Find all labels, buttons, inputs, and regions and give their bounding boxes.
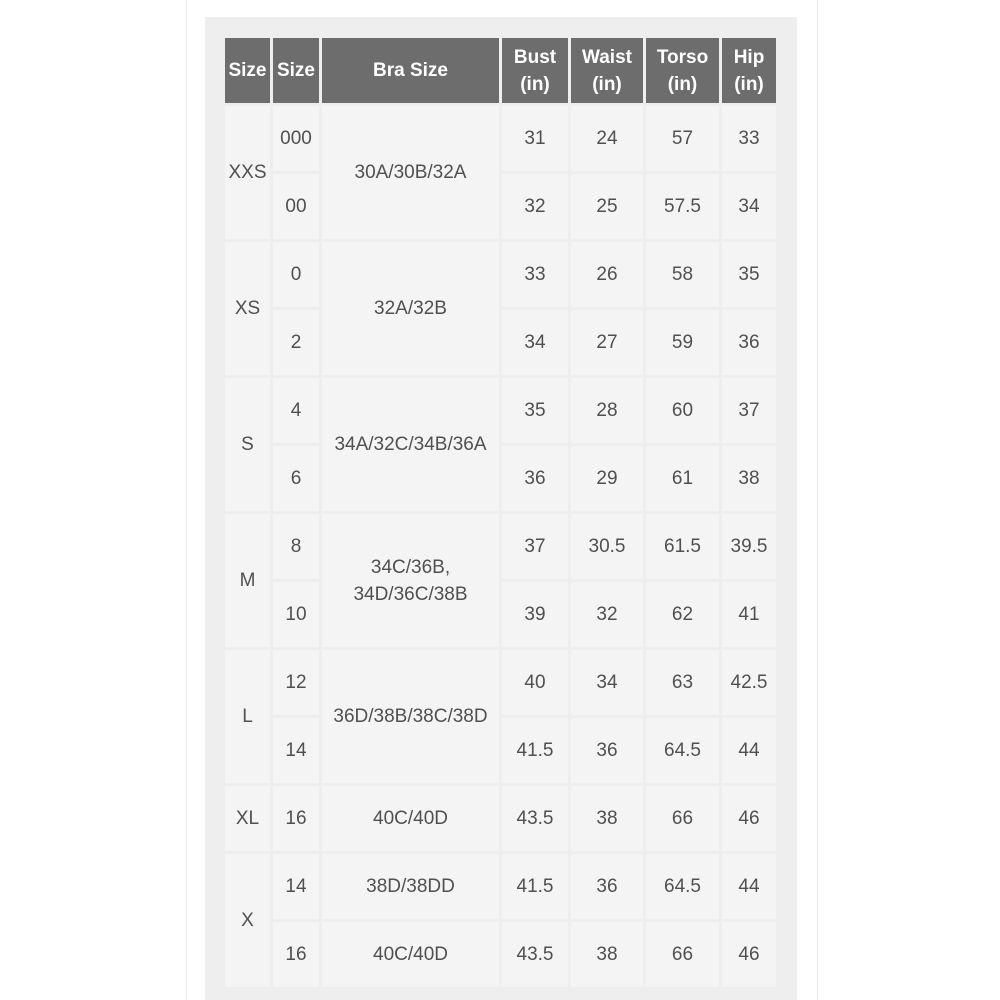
- table-row: [225, 582, 776, 647]
- hip-cell: 37: [722, 378, 776, 443]
- header-waist-unit: (in): [592, 73, 622, 95]
- header-bust: [502, 38, 568, 103]
- header-torso-unit: (in): [667, 73, 698, 95]
- hip-cell: 46: [722, 922, 776, 987]
- numeric-size-cell: 16: [273, 922, 319, 987]
- size-label-cell: XL: [225, 786, 270, 851]
- waist-cell: 36: [571, 718, 643, 783]
- torso-cell: 57.5: [646, 174, 719, 239]
- numeric-size-cell: 00: [273, 174, 319, 239]
- table-row: [225, 242, 776, 307]
- header-torso: [646, 38, 719, 103]
- bra-size-cell: 40C/40D: [322, 786, 499, 851]
- torso-cell: 57: [646, 106, 719, 171]
- header-row: [225, 38, 776, 103]
- bust-cell: 39: [502, 582, 568, 647]
- table-row: [225, 378, 776, 443]
- waist-cell: 32: [571, 582, 643, 647]
- bust-cell: 43.5: [502, 786, 568, 851]
- table-row: [225, 718, 776, 783]
- hip-cell: 33: [722, 106, 776, 171]
- table-row: [225, 650, 776, 715]
- bust-cell: 34: [502, 310, 568, 375]
- waist-cell: 36: [571, 854, 643, 919]
- numeric-size-cell: 10: [273, 582, 319, 647]
- hip-cell: 39.5: [722, 514, 776, 579]
- table-row: [225, 786, 776, 851]
- bust-cell: 31: [502, 106, 568, 171]
- size-label-cell: L: [225, 650, 270, 783]
- header-bust-unit: (in): [520, 73, 550, 95]
- numeric-size-cell: 0: [273, 242, 319, 307]
- numeric-size-cell: 4: [273, 378, 319, 443]
- waist-cell: 30.5: [571, 514, 643, 579]
- bust-cell: 43.5: [502, 922, 568, 987]
- bust-cell: 40: [502, 650, 568, 715]
- table-row: [225, 446, 776, 511]
- hip-cell: 34: [722, 174, 776, 239]
- numeric-size-cell: 2: [273, 310, 319, 375]
- bra-size-cell: 40C/40D: [322, 922, 499, 987]
- torso-cell: 61: [646, 446, 719, 511]
- numeric-size-cell: 14: [273, 854, 319, 919]
- bust-cell: 33: [502, 242, 568, 307]
- waist-cell: 24: [571, 106, 643, 171]
- bust-cell: 36: [502, 446, 568, 511]
- bra-size-cell: 36D/38B/38C/38D: [322, 650, 499, 783]
- hip-cell: 46: [722, 786, 776, 851]
- bra-size-cell: 30A/30B/32A: [322, 106, 499, 239]
- bust-cell: 41.5: [502, 854, 568, 919]
- torso-cell: 66: [646, 786, 719, 851]
- header-torso-label: Torso: [656, 46, 709, 68]
- bra-size-cell: 38D/38DD: [322, 854, 499, 919]
- torso-cell: 64.5: [646, 854, 719, 919]
- table-row: [225, 922, 776, 987]
- bust-cell: 32: [502, 174, 568, 239]
- torso-cell: 62: [646, 582, 719, 647]
- torso-cell: 66: [646, 922, 719, 987]
- torso-cell: 61.5: [646, 514, 719, 579]
- waist-cell: 27: [571, 310, 643, 375]
- waist-cell: 29: [571, 446, 643, 511]
- waist-cell: 28: [571, 378, 643, 443]
- numeric-size-cell: 000: [273, 106, 319, 171]
- header-numeric-size: Size: [273, 38, 319, 103]
- size-label-cell: S: [225, 378, 270, 511]
- size-chart-table: [222, 35, 779, 990]
- torso-cell: 64.5: [646, 718, 719, 783]
- table-row: [225, 106, 776, 171]
- bra-size-line: 34C/36B,: [370, 556, 451, 578]
- bust-cell: 41.5: [502, 718, 568, 783]
- table-row: [225, 310, 776, 375]
- header-waist: [571, 38, 643, 103]
- hip-cell: 35: [722, 242, 776, 307]
- bust-cell: 35: [502, 378, 568, 443]
- size-label-cell: XS: [225, 242, 270, 375]
- hip-cell: 41: [722, 582, 776, 647]
- size-label-cell: XXS: [225, 106, 270, 239]
- waist-cell: 25: [571, 174, 643, 239]
- size-label-cell: X: [225, 854, 270, 987]
- table-row: [225, 174, 776, 239]
- waist-cell: 38: [571, 922, 643, 987]
- numeric-size-cell: 6: [273, 446, 319, 511]
- size-label-cell: M: [225, 514, 270, 647]
- bra-size-cell: 32A/32B: [322, 242, 499, 375]
- waist-cell: 34: [571, 650, 643, 715]
- waist-cell: 26: [571, 242, 643, 307]
- numeric-size-cell: 12: [273, 650, 319, 715]
- bust-cell: 37: [502, 514, 568, 579]
- header-size-label: Size: [225, 38, 270, 103]
- torso-cell: 59: [646, 310, 719, 375]
- torso-cell: 63: [646, 650, 719, 715]
- torso-cell: 60: [646, 378, 719, 443]
- header-hip-unit: (in): [734, 73, 764, 95]
- table-row: [225, 854, 776, 919]
- hip-cell: 44: [722, 854, 776, 919]
- header-waist-label: Waist: [582, 46, 632, 68]
- numeric-size-cell: 14: [273, 718, 319, 783]
- bra-size-cell: 34A/32C/34B/36A: [322, 378, 499, 511]
- hip-cell: 42.5: [722, 650, 776, 715]
- bra-size-cell: [322, 514, 499, 647]
- numeric-size-cell: 8: [273, 514, 319, 579]
- header-hip-label: Hip: [733, 46, 765, 68]
- header-bust-label: Bust: [513, 46, 557, 68]
- header-bra-size: Bra Size: [322, 38, 499, 103]
- hip-cell: 36: [722, 310, 776, 375]
- torso-cell: 58: [646, 242, 719, 307]
- bra-size-line: 34D/36C/38B: [353, 583, 468, 605]
- waist-cell: 38: [571, 786, 643, 851]
- hip-cell: 38: [722, 446, 776, 511]
- table-row: [225, 514, 776, 579]
- hip-cell: 44: [722, 718, 776, 783]
- header-hip: [722, 38, 776, 103]
- numeric-size-cell: 16: [273, 786, 319, 851]
